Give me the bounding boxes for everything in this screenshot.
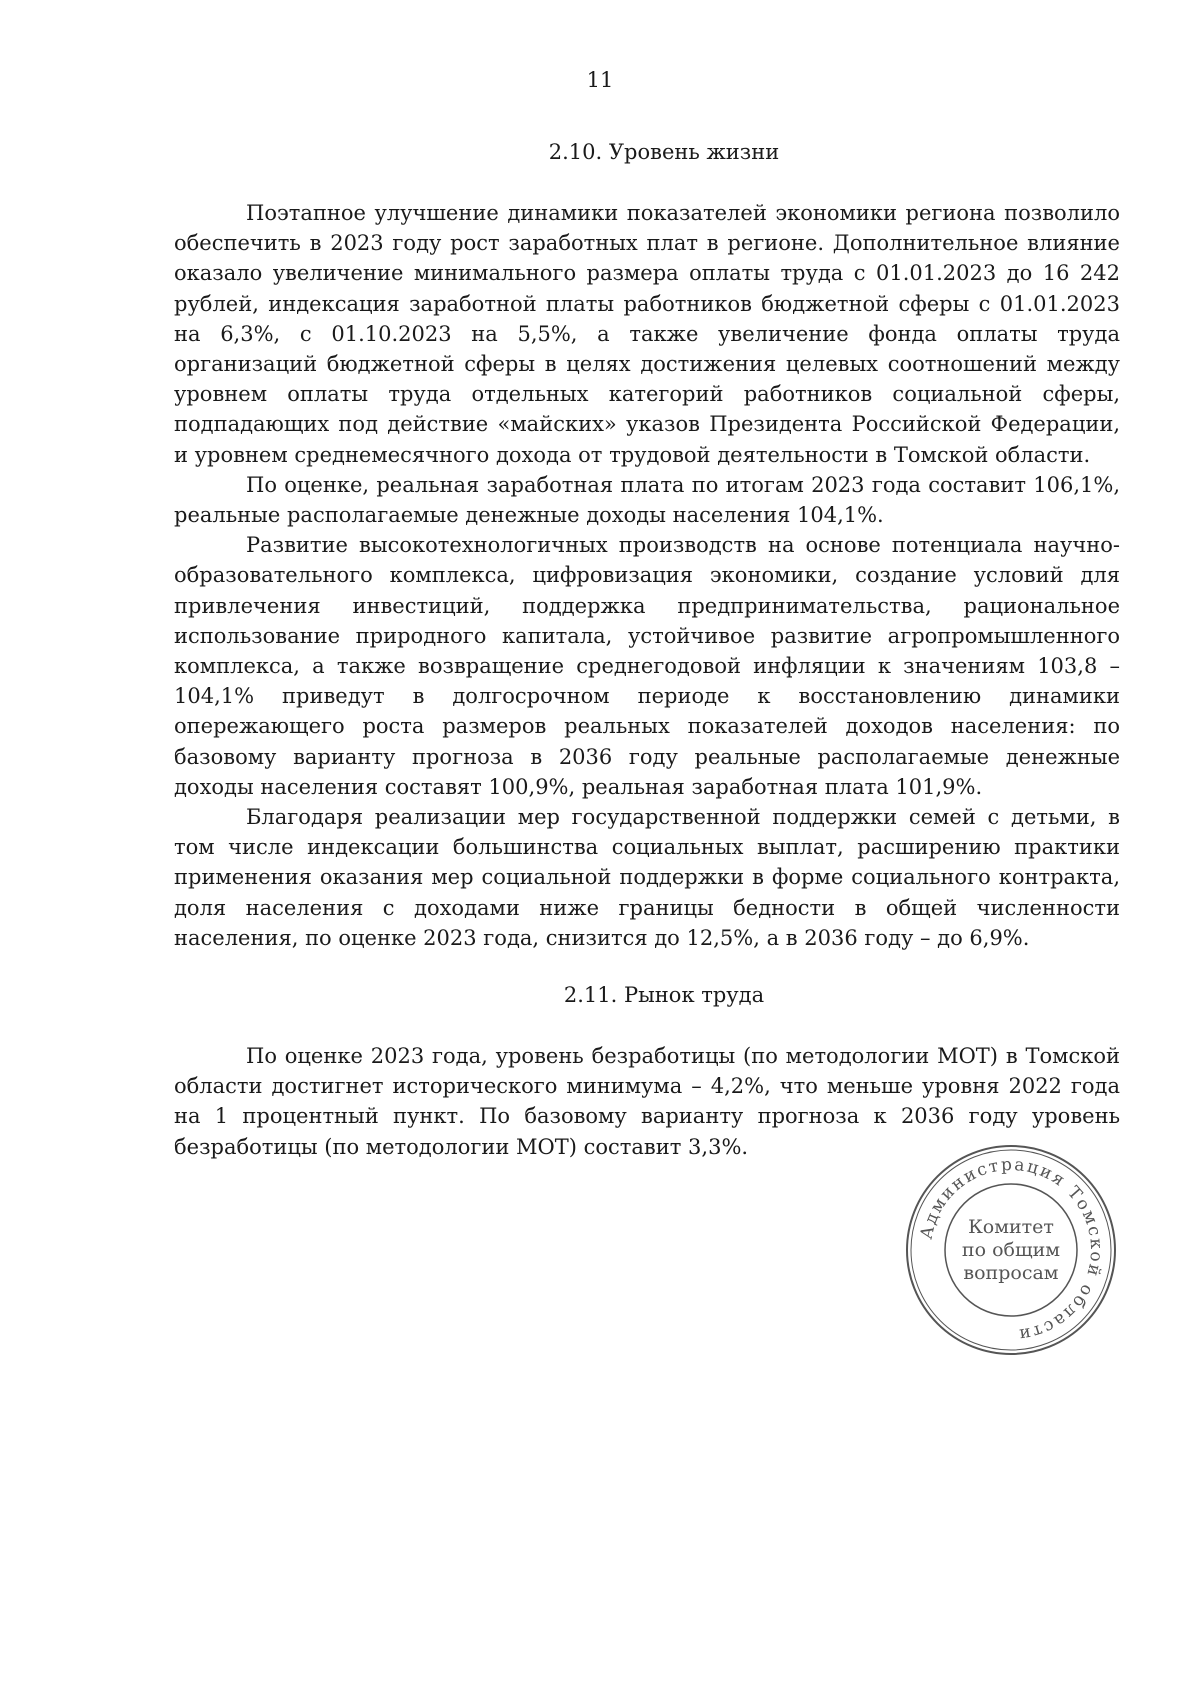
seal-center-line-2: по общим <box>961 1239 1061 1261</box>
page-number: 11 <box>586 68 614 92</box>
section-title-labor-market: 2.11. Рынок труда <box>563 983 765 1008</box>
paragraph: Благодаря реализации мер государственной поддержки семей с детьми, в том числе индексации большинства социальных выплат, расширению практики применения оказания мер социальной поддержки в форме социального контракта, доля населения с доходами ниже границы бедности в общей численности населения, по оценке 2023 года, снизится до 12,5%, а в 2036 году – до 6,9%. <box>174 805 1120 950</box>
paragraph: По оценке, реальная заработная плата по итогам 2023 года составит 106,1%, реальные располагаемые денежные доходы населения 104,1%. <box>174 472 1120 528</box>
section-title-living-standards: 2.10. Уровень жизни <box>548 140 780 164</box>
seal-ring-text: Администрация Томской области <box>916 1154 1107 1345</box>
seal-center-line-3: вопросам <box>963 1262 1059 1284</box>
official-seal-stamp <box>904 1143 1118 1357</box>
seal-center-line-1: Комитет <box>968 1216 1054 1238</box>
document-body <box>174 140 1120 1162</box>
paragraph: По оценке 2023 года, уровень безработицы (по методологии МОТ) в Томской области достигнет исторического минимума – 4,2%, что меньше уровня 2022 года на 1 процентный пункт. По базовому варианту прогноза к 2036 году уровень безработицы (по методологии МОТ) составит 3,3%. <box>174 1044 1120 1159</box>
seal-graphic <box>904 1143 1118 1357</box>
paragraph: Развитие высокотехнологичных производств на основе потенциала научно-образовательного комплекса, цифровизация экономики, создание условий для привлечения инвестиций, поддержка предпринимательства, рациональное использование природного капитала, устойчивое развитие агропромышленного комплекса, а также возвращение среднегодовой инфляции к значениям 103,8 – 104,1% приведут в долгосрочном периоде к восстановлению динамики опережающего роста размеров реальных показателей доходов населения: по базовому варианту прогноза в 2036 году реальные располагаемые денежные доходы населения составят 100,9%, реальная заработная плата 101,9%. <box>174 533 1120 799</box>
paragraph: Поэтапное улучшение динамики показателей экономики региона позволило обеспечить в 2023 году рост заработных плат в регионе. Дополнительное влияние оказало увеличение минимального размера оплаты труда с 01.01.2023 до 16 242 рублей, индексация заработной платы работников бюджетной сферы с 01.01.2023 на 6,3%, с 01.10.2023 на 5,5%, а также увеличение фонда оплаты труда организаций бюджетной сферы в целях достижения целевых соотношений между уровнем оплаты труда отдельных категорий работников социальной сферы, подпадающих под действие «майских» указов Президента Российской Федерации, и уровнем среднемесячного дохода от трудовой деятельности в Томской области. <box>174 201 1120 467</box>
